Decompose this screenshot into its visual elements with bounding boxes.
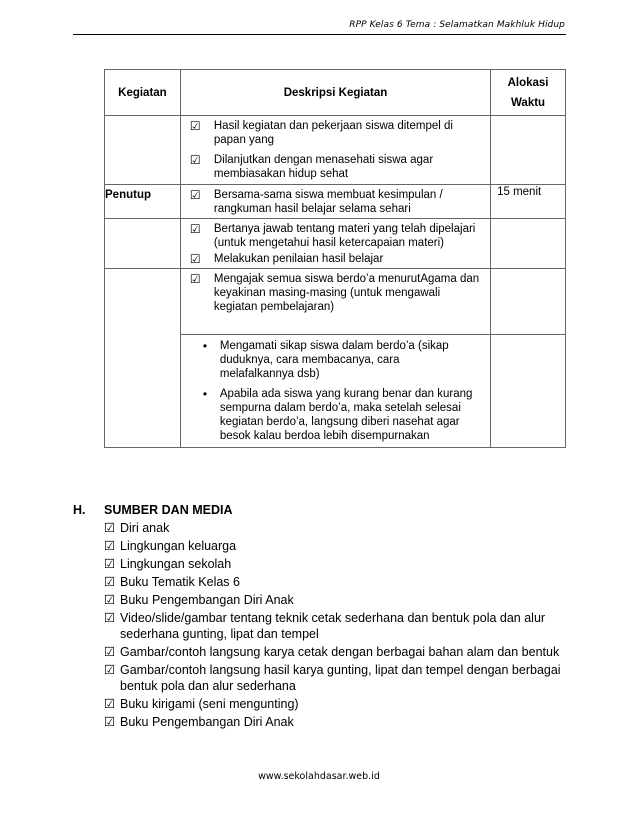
table-row <box>105 185 566 219</box>
checkbox-checked-icon: ☑ <box>189 222 201 236</box>
checkbox-checked-icon: ☑ <box>189 272 201 286</box>
kegiatan-cell: Penutup <box>105 185 181 219</box>
item-text: Buku kirigami (seni mengunting) <box>120 697 299 711</box>
section-number: H. <box>73 503 86 517</box>
list-item <box>104 644 574 660</box>
table-row <box>105 116 566 185</box>
kegiatan-cell <box>105 219 181 269</box>
item-text: Diri anak <box>120 521 170 535</box>
list-item <box>104 662 574 694</box>
running-header: RPP Kelas 6 Tema : Selamatkan Makhluk Hidup <box>349 20 565 30</box>
bullet-icon: • <box>202 339 208 353</box>
list-item <box>181 119 490 147</box>
checkbox-checked-icon: ☑ <box>104 539 116 553</box>
kegiatan-cell <box>105 269 181 448</box>
checkbox-checked-icon: ☑ <box>104 611 116 625</box>
deskripsi-cell <box>180 269 490 448</box>
item-text: Buku Pengembangan Diri Anak <box>120 593 294 607</box>
item-text: Gambar/contoh langsung karya cetak dengan berbagai bahan alam dan bentuk <box>120 645 560 659</box>
item-text: Hasil kegiatan dan pekerjaan siswa ditempel di papan yang <box>213 120 453 146</box>
deskripsi-cell <box>180 185 490 219</box>
checkbox-checked-icon: ☑ <box>104 593 116 607</box>
list-item <box>104 574 574 590</box>
activity-table <box>104 69 566 448</box>
header-alokasi-text: Alokasi Waktu <box>507 76 549 109</box>
section-title: SUMBER DAN MEDIA <box>104 503 233 517</box>
alokasi-cell <box>491 116 566 185</box>
item-text: Buku Tematik Kelas 6 <box>120 575 240 589</box>
list-item <box>104 538 574 554</box>
deskripsi-upper <box>181 269 490 335</box>
section-heading <box>73 503 232 517</box>
item-text: Video/slide/gambar tentang teknik cetak sederhana dan bentuk pola dan alur sederhana gunting, lipat dan tempel <box>120 611 546 641</box>
list-item <box>181 153 490 181</box>
checkbox-checked-icon: ☑ <box>104 575 116 589</box>
item-text: Dilanjutkan dengan menasehati siswa agar membiasakan hidup sehat <box>213 154 434 180</box>
deskripsi-lower <box>181 335 490 447</box>
alokasi-cell <box>491 269 566 448</box>
checkbox-checked-icon: ☑ <box>189 153 201 167</box>
deskripsi-cell <box>180 116 490 185</box>
header-rule <box>73 34 566 35</box>
list-item <box>104 556 574 572</box>
list-item <box>104 520 574 536</box>
alokasi-upper <box>491 269 565 335</box>
header-alokasi <box>491 70 566 116</box>
item-text: Apabila ada siswa yang kurang benar dan kurang sempurna dalam berdo’a, maka setelah selesai kegiatan berdo’a, langsung diberi nasehat agar besok kalau berdoa lebih disempurnakan <box>219 388 473 442</box>
list-item <box>181 188 490 216</box>
item-text: Gambar/contoh langsung hasil karya gunting, lipat dan tempel dengan berbagai bentuk pola dan alur sederhana <box>120 663 561 693</box>
alokasi-cell: 15 menit <box>491 185 566 219</box>
item-text: Lingkungan sekolah <box>120 557 232 571</box>
list-item <box>104 592 574 608</box>
table-row <box>105 219 566 269</box>
list-item <box>181 252 490 266</box>
list-item <box>181 339 490 381</box>
bullet-icon: • <box>202 387 208 401</box>
checkbox-checked-icon: ☑ <box>104 521 116 535</box>
list-item <box>181 222 490 250</box>
item-text: Bersama-sama siswa membuat kesimpulan / rangkuman hasil belajar selama sehari <box>213 189 443 215</box>
kegiatan-cell <box>105 116 181 185</box>
item-text: Melakukan penilaian hasil belajar <box>213 253 384 265</box>
footer-url: www.sekolahdasar.web.id <box>258 771 380 782</box>
header-kegiatan: Kegiatan <box>105 70 181 116</box>
checkbox-checked-icon: ☑ <box>189 119 201 133</box>
list-item <box>104 714 574 730</box>
list-item <box>104 610 574 642</box>
list-item <box>104 696 574 712</box>
table-row <box>105 269 566 448</box>
item-text: Bertanya jawab tentang materi yang telah dipelajari (untuk mengetahui hasil ketercapaian materi) <box>213 223 476 249</box>
alokasi-cell <box>491 219 566 269</box>
checkbox-checked-icon: ☑ <box>104 663 116 677</box>
checkbox-checked-icon: ☑ <box>189 252 201 266</box>
checkbox-checked-icon: ☑ <box>104 645 116 659</box>
table-header-row <box>105 70 566 116</box>
media-list <box>104 520 574 732</box>
header-deskripsi: Deskripsi Kegiatan <box>180 70 490 116</box>
item-text: Buku Pengembangan Diri Anak <box>120 715 294 729</box>
deskripsi-cell <box>180 219 490 269</box>
item-text: Lingkungan keluarga <box>120 539 237 553</box>
list-item <box>181 272 490 314</box>
item-text: Mengamati sikap siswa dalam berdo’a (sikap duduknya, cara membacanya, cara melafalkannya dsb) <box>219 340 449 380</box>
checkbox-checked-icon: ☑ <box>104 697 116 711</box>
list-item <box>181 387 490 443</box>
checkbox-checked-icon: ☑ <box>104 557 116 571</box>
checkbox-checked-icon: ☑ <box>189 188 201 202</box>
item-text: Mengajak semua siswa berdo’a menurutAgama dan keyakinan masing-masing (untuk mengawali kegiatan pembelajaran) <box>213 273 480 313</box>
checkbox-checked-icon: ☑ <box>104 715 116 729</box>
